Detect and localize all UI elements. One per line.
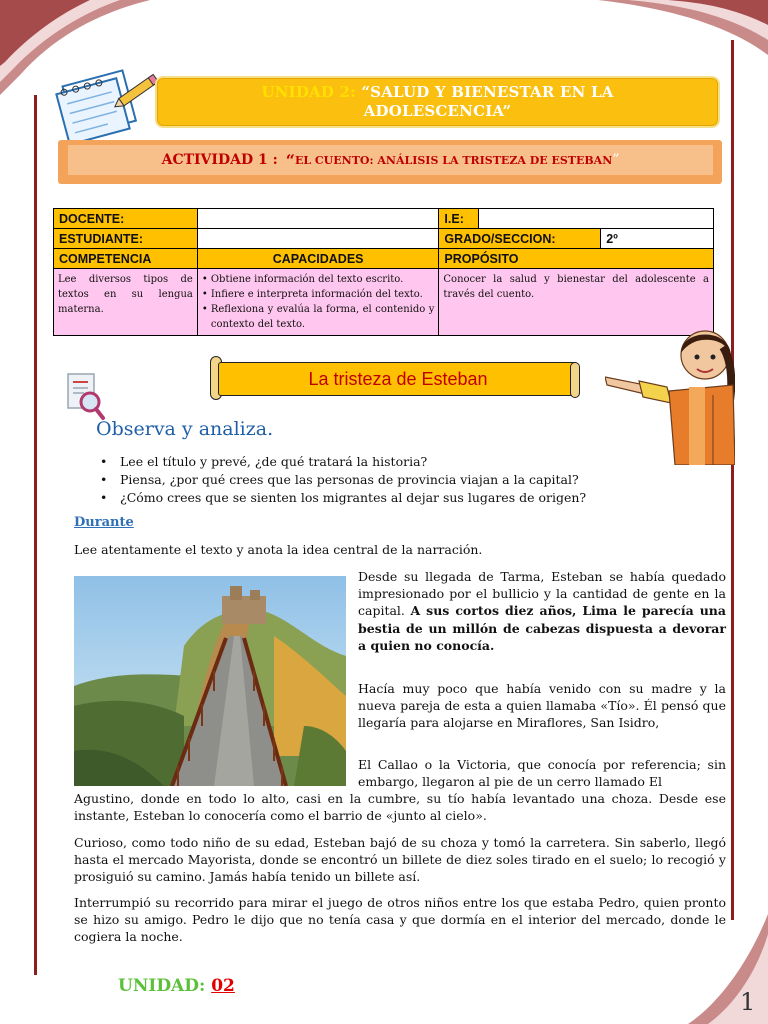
durante-instruction: Lee atentamente el texto y anota la idea central de la narración. xyxy=(74,542,483,557)
competencia-cell: Lee diversos tipos de textos en su lengua materna. xyxy=(54,269,198,336)
right-margin-rule xyxy=(731,40,734,920)
story-paragraph-4: Curioso, como todo niño de su edad, Esteban bajó de su choza y tomó la carretera. Sin saberlo, llegó hasta el mercado Mayorista, donde se encontró un billete de diez soles tirado en el suelo; lo recogió y prosiguió su camino. Jamás había tenido un billete así. xyxy=(74,835,726,885)
girl-pointing-illustration xyxy=(605,325,735,465)
notebook-pencil-icon xyxy=(50,62,160,142)
info-table xyxy=(53,208,714,336)
story-p1-text: Desde su llegada de Tarma, Esteban se había quedado impresionado por el bullicio y la cantidad de gente en la capital. xyxy=(358,569,726,619)
story-paragraph-2: Hacía muy poco que había venido con su madre y la nueva pareja de esta a quien llamaba «Tío». Él pensó que llegaría para alojarse en Miraflores, San Isidro, xyxy=(358,681,726,731)
bridge-hill-photo xyxy=(74,576,346,786)
unit-label: UNIDAD 2: xyxy=(261,83,356,101)
estudiante-label: ESTUDIANTE: xyxy=(54,229,198,249)
grado-label: GRADO/SECCION: xyxy=(439,229,601,249)
header-competencia: COMPETENCIA xyxy=(54,249,198,269)
activity-label: ACTIVIDAD 1 : xyxy=(161,152,278,168)
docente-label: DOCENTE: xyxy=(54,209,198,229)
page-number: 1 xyxy=(740,988,756,1016)
story-paragraph-1 xyxy=(358,568,726,654)
capacidad-item: • Reflexiona y evalúa la forma, el contenido y contexto del texto. xyxy=(202,302,435,332)
top-right-corner-decoration xyxy=(598,0,768,55)
activity-close-quote: ” xyxy=(612,152,620,168)
estudiante-field[interactable] xyxy=(197,229,439,249)
footer-unit-label: UNIDAD: xyxy=(118,976,206,996)
story-p1-bold: A sus cortos diez años, Lima le parecía una bestia de un millón de cabezas dispuesta a devorar a quien no conocía. xyxy=(358,603,726,653)
unit-title-line1: “SALUD Y BIENESTAR EN LA xyxy=(361,83,614,101)
activity-open-quote: “ xyxy=(285,150,295,170)
header-capacidades: CAPACIDADES xyxy=(197,249,439,269)
docente-field[interactable] xyxy=(197,209,439,229)
capacidades-cell xyxy=(197,269,439,336)
left-margin-rule xyxy=(34,95,37,975)
ie-field[interactable] xyxy=(479,209,714,229)
activity-banner xyxy=(68,145,713,175)
ie-label: I.E: xyxy=(439,209,479,229)
story-paragraph-3a: El Callao o la Victoria, que conocía por referencia; sin embargo, llegaron al pie de un cerro llamado El xyxy=(358,757,726,790)
document-magnifier-icon xyxy=(66,372,106,422)
observa-question-list xyxy=(96,453,716,507)
durante-heading: Durante xyxy=(74,515,134,530)
unit-title-line2: ADOLESCENCIA” xyxy=(363,102,512,120)
story-title-scroll xyxy=(210,356,580,400)
story-paragraph-3b: Agustino, donde en todo lo alto, casi en la cumbre, su tío había levantado una choza. Desde ese instante, Esteban lo conocería como el barrio de «junto al cielo». xyxy=(74,791,726,824)
grado-field[interactable]: 2º xyxy=(601,229,714,249)
header-proposito: PROPÓSITO xyxy=(439,249,714,269)
story-paragraph-5: Interrumpió su recorrido para mirar el juego de otros niños entre los que estaba Pedro, quien pronto se hizo su amigo. Pedro le dijo que no tenía casa y que dormía en el interior del mercado, donde le cogiera la noche. xyxy=(74,895,726,945)
story-title: La tristeza de Esteban xyxy=(308,368,488,389)
unit-title-banner xyxy=(155,76,720,128)
capacidad-item: • Infiere e interpreta información del texto. xyxy=(202,287,435,302)
question-item: • ¿Cómo crees que se sienten los migrantes al dejar sus lugares de origen? xyxy=(96,489,716,507)
capacidad-item: • Obtiene información del texto escrito. xyxy=(202,272,435,287)
scroll-right-roll xyxy=(570,362,580,398)
question-item: • Lee el título y prevé, ¿de qué tratará la historia? xyxy=(96,453,716,471)
proposito-cell: Conocer la salud y bienestar del adolescente a través del cuento. xyxy=(439,269,714,336)
footer-unit-number: 02 xyxy=(211,976,235,996)
observa-heading: Observa y analiza. xyxy=(96,418,274,440)
activity-title: EL CUENTO: ANÁLISIS LA TRISTEZA DE ESTEBAN xyxy=(294,153,613,167)
story-title-box xyxy=(218,362,578,396)
question-item: • Piensa, ¿por qué crees que las personas de provincia viajan a la capital? xyxy=(96,471,716,489)
footer-unit xyxy=(118,976,235,996)
